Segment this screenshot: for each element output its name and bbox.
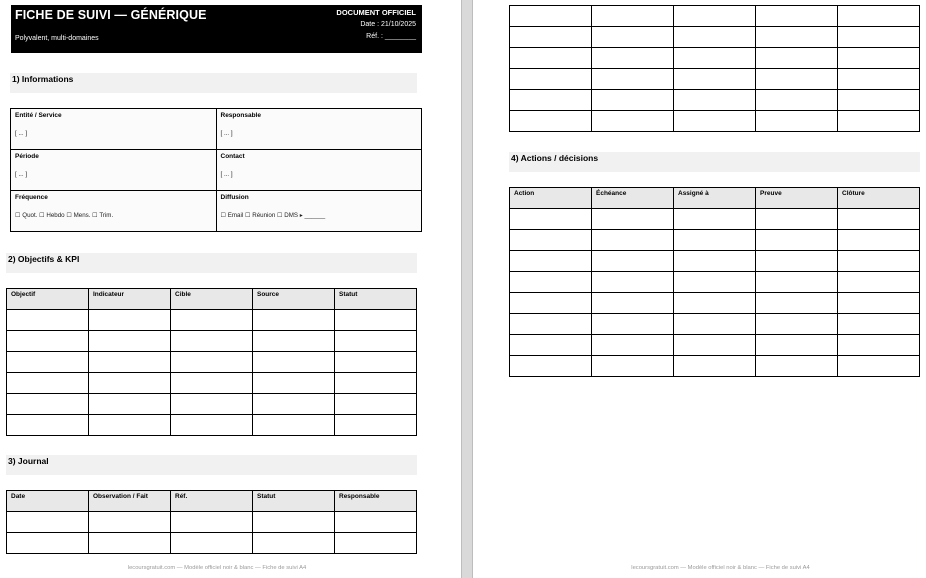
table-cell[interactable] xyxy=(171,310,253,331)
table-row xyxy=(510,69,920,90)
table-cell[interactable] xyxy=(89,331,171,352)
table-row xyxy=(510,90,920,111)
table-cell[interactable] xyxy=(592,335,674,356)
table-cell[interactable] xyxy=(674,293,756,314)
entite-label: Entité / Service xyxy=(15,112,62,119)
column-header: Source xyxy=(253,289,335,310)
table-row xyxy=(7,352,417,373)
table-cell[interactable] xyxy=(171,415,253,436)
table-cell[interactable] xyxy=(510,48,592,69)
table-cell[interactable] xyxy=(592,6,674,27)
table-cell[interactable] xyxy=(592,27,674,48)
table-cell[interactable] xyxy=(335,373,417,394)
table-row xyxy=(510,209,920,230)
table-cell[interactable] xyxy=(756,209,838,230)
table-cell[interactable] xyxy=(674,111,756,132)
table-cell[interactable] xyxy=(253,415,335,436)
table-row xyxy=(510,356,920,377)
entite-value: [ ... ] xyxy=(15,130,28,137)
table-cell[interactable] xyxy=(838,90,920,111)
column-header: Statut xyxy=(253,491,335,512)
responsable-value: [ ... ] xyxy=(220,130,233,137)
section-actions: 4) Actions / décisions xyxy=(509,152,920,172)
table-cell[interactable] xyxy=(171,512,253,533)
document-title: FICHE DE SUIVI — GÉNÉRIQUE xyxy=(15,8,207,22)
column-header: Cible xyxy=(171,289,253,310)
table-cell[interactable] xyxy=(674,356,756,377)
table-cell[interactable] xyxy=(756,27,838,48)
column-header: Indicateur xyxy=(89,289,171,310)
table-cell[interactable] xyxy=(335,310,417,331)
table-cell[interactable] xyxy=(335,415,417,436)
contact-value: [ ... ] xyxy=(220,171,233,178)
table-cell[interactable] xyxy=(674,69,756,90)
info-cell-contact[interactable] xyxy=(216,150,422,191)
table-cell[interactable] xyxy=(592,356,674,377)
table-cell[interactable] xyxy=(838,27,920,48)
table-cell[interactable] xyxy=(674,27,756,48)
table-cell[interactable] xyxy=(253,512,335,533)
table-cell[interactable] xyxy=(510,209,592,230)
column-header: Action xyxy=(510,188,592,209)
info-table xyxy=(10,108,422,232)
table-cell[interactable] xyxy=(335,512,417,533)
table-cell[interactable] xyxy=(510,272,592,293)
table-cell[interactable] xyxy=(171,331,253,352)
table-row xyxy=(7,373,417,394)
frequence-label: Fréquence xyxy=(15,194,48,201)
table-cell[interactable] xyxy=(510,293,592,314)
table-cell[interactable] xyxy=(756,230,838,251)
document-date: Date : 21/10/2025 xyxy=(360,21,416,28)
info-cell-responsable[interactable] xyxy=(216,109,422,150)
table-row xyxy=(7,533,417,554)
table-row xyxy=(510,111,920,132)
table-cell[interactable] xyxy=(674,272,756,293)
table-cell[interactable] xyxy=(592,293,674,314)
periode-label: Période xyxy=(15,153,39,160)
table-cell[interactable] xyxy=(592,251,674,272)
table-row xyxy=(510,6,920,27)
table-cell[interactable] xyxy=(510,335,592,356)
table-row xyxy=(510,314,920,335)
column-header: Observation / Fait xyxy=(89,491,171,512)
table-cell[interactable] xyxy=(89,394,171,415)
table-cell[interactable] xyxy=(756,6,838,27)
column-header: Réf. xyxy=(171,491,253,512)
info-cell-diffusion[interactable] xyxy=(216,191,422,232)
table-cell[interactable] xyxy=(756,90,838,111)
table-cell[interactable] xyxy=(592,111,674,132)
table-cell[interactable] xyxy=(592,272,674,293)
table-cell[interactable] xyxy=(756,356,838,377)
table-cell[interactable] xyxy=(674,251,756,272)
table-cell[interactable] xyxy=(756,251,838,272)
table-cell[interactable] xyxy=(253,533,335,554)
table-cell[interactable] xyxy=(171,394,253,415)
table-cell[interactable] xyxy=(756,314,838,335)
document-reference: Réf. : ________ xyxy=(366,33,416,40)
table-cell[interactable] xyxy=(7,533,89,554)
table-cell[interactable] xyxy=(510,111,592,132)
table-cell[interactable] xyxy=(674,230,756,251)
table-row xyxy=(510,251,920,272)
table-cell[interactable] xyxy=(838,335,920,356)
section-journal: 3) Journal xyxy=(6,455,417,475)
table-cell[interactable] xyxy=(592,69,674,90)
table-cell[interactable] xyxy=(592,48,674,69)
table-cell[interactable] xyxy=(674,335,756,356)
table-cell[interactable] xyxy=(7,394,89,415)
table-row xyxy=(510,48,920,69)
section-objectifs: 2) Objectifs & KPI xyxy=(6,253,417,273)
table-cell[interactable] xyxy=(7,310,89,331)
column-header: Responsable xyxy=(335,491,417,512)
table-row xyxy=(7,415,417,436)
table-cell[interactable] xyxy=(838,48,920,69)
table-cell[interactable] xyxy=(838,209,920,230)
table-cell[interactable] xyxy=(838,356,920,377)
table-row xyxy=(510,335,920,356)
table-cell[interactable] xyxy=(756,335,838,356)
table-row xyxy=(7,512,417,533)
info-cell-entite[interactable] xyxy=(11,109,217,150)
table-cell[interactable] xyxy=(335,533,417,554)
table-cell[interactable] xyxy=(7,331,89,352)
responsable-label: Responsable xyxy=(220,112,261,119)
table-row xyxy=(510,272,920,293)
table-cell[interactable] xyxy=(171,533,253,554)
official-label: DOCUMENT OFFICIEL xyxy=(336,8,416,17)
page-footer: lecoursgratuit.com — Modèle officiel noir & blanc — Fiche de suivi A4 xyxy=(127,565,307,571)
table-cell[interactable] xyxy=(89,512,171,533)
table-cell[interactable] xyxy=(756,69,838,90)
table-cell[interactable] xyxy=(253,352,335,373)
column-header: Échéance xyxy=(592,188,674,209)
table-cell[interactable] xyxy=(510,6,592,27)
table-row xyxy=(510,230,920,251)
table-row xyxy=(7,310,417,331)
table-cell[interactable] xyxy=(253,310,335,331)
column-header: Date xyxy=(7,491,89,512)
table-cell[interactable] xyxy=(253,373,335,394)
table-cell[interactable] xyxy=(171,373,253,394)
table-cell[interactable] xyxy=(510,251,592,272)
document-subtitle: Polyvalent, multi-domaines xyxy=(15,35,99,42)
actions-table xyxy=(509,187,920,377)
table-cell[interactable] xyxy=(510,230,592,251)
table-cell[interactable] xyxy=(838,314,920,335)
section-informations: 1) Informations xyxy=(10,73,417,93)
table-cell[interactable] xyxy=(510,314,592,335)
table-cell[interactable] xyxy=(7,352,89,373)
objectifs-table xyxy=(6,288,417,436)
table-cell[interactable] xyxy=(674,314,756,335)
diffusion-label: Diffusion xyxy=(220,194,249,201)
page-gutter xyxy=(461,0,473,578)
table-cell[interactable] xyxy=(7,512,89,533)
table-cell[interactable] xyxy=(510,69,592,90)
table-cell[interactable] xyxy=(838,293,920,314)
table-cell[interactable] xyxy=(838,251,920,272)
page-1 xyxy=(0,0,461,578)
diffusion-value: ☐ Email ☐ Réunion ☐ DMS ▸ ______ xyxy=(220,212,326,219)
table-cell[interactable] xyxy=(756,293,838,314)
info-cell-periode[interactable] xyxy=(11,150,217,191)
table-cell[interactable] xyxy=(253,394,335,415)
table-cell[interactable] xyxy=(838,6,920,27)
info-cell-frequence[interactable] xyxy=(11,191,217,232)
column-header: Assigné à xyxy=(674,188,756,209)
table-cell[interactable] xyxy=(89,373,171,394)
column-header: Statut xyxy=(335,289,417,310)
table-cell[interactable] xyxy=(592,209,674,230)
table-cell[interactable] xyxy=(838,69,920,90)
periode-value: [ ... ] xyxy=(15,171,28,178)
table-cell[interactable] xyxy=(756,111,838,132)
table-cell[interactable] xyxy=(335,331,417,352)
column-header: Preuve xyxy=(756,188,838,209)
page-2 xyxy=(473,0,926,578)
table-cell[interactable] xyxy=(510,356,592,377)
table-cell[interactable] xyxy=(592,314,674,335)
table-cell[interactable] xyxy=(674,90,756,111)
column-header: Clôture xyxy=(838,188,920,209)
table-cell[interactable] xyxy=(335,394,417,415)
table-cell[interactable] xyxy=(674,6,756,27)
table-cell[interactable] xyxy=(756,272,838,293)
table-cell[interactable] xyxy=(89,415,171,436)
table-row xyxy=(7,394,417,415)
frequence-value: ☐ Quot. ☐ Hebdo ☐ Mens. ☐ Trim. xyxy=(15,212,114,219)
table-cell[interactable] xyxy=(89,533,171,554)
contact-label: Contact xyxy=(220,153,245,160)
table-cell[interactable] xyxy=(510,90,592,111)
table-cell[interactable] xyxy=(89,310,171,331)
document-header xyxy=(11,5,422,53)
table-cell[interactable] xyxy=(838,111,920,132)
table-cell[interactable] xyxy=(253,331,335,352)
table-cell[interactable] xyxy=(171,352,253,373)
table-row xyxy=(510,293,920,314)
table-cell[interactable] xyxy=(592,230,674,251)
table-row xyxy=(510,27,920,48)
table-cell[interactable] xyxy=(89,352,171,373)
table-cell[interactable] xyxy=(756,48,838,69)
table-cell[interactable] xyxy=(510,27,592,48)
journal-table-continued xyxy=(509,5,920,132)
page-footer: lecoursgratuit.com — Modèle officiel noir & blanc — Fiche de suivi A4 xyxy=(631,565,810,571)
table-cell[interactable] xyxy=(592,90,674,111)
journal-table xyxy=(6,490,417,554)
table-cell[interactable] xyxy=(674,209,756,230)
table-row xyxy=(7,331,417,352)
table-cell[interactable] xyxy=(674,48,756,69)
table-cell[interactable] xyxy=(335,352,417,373)
table-cell[interactable] xyxy=(7,373,89,394)
table-cell[interactable] xyxy=(838,272,920,293)
table-cell[interactable] xyxy=(838,230,920,251)
table-cell[interactable] xyxy=(7,415,89,436)
column-header: Objectif xyxy=(7,289,89,310)
